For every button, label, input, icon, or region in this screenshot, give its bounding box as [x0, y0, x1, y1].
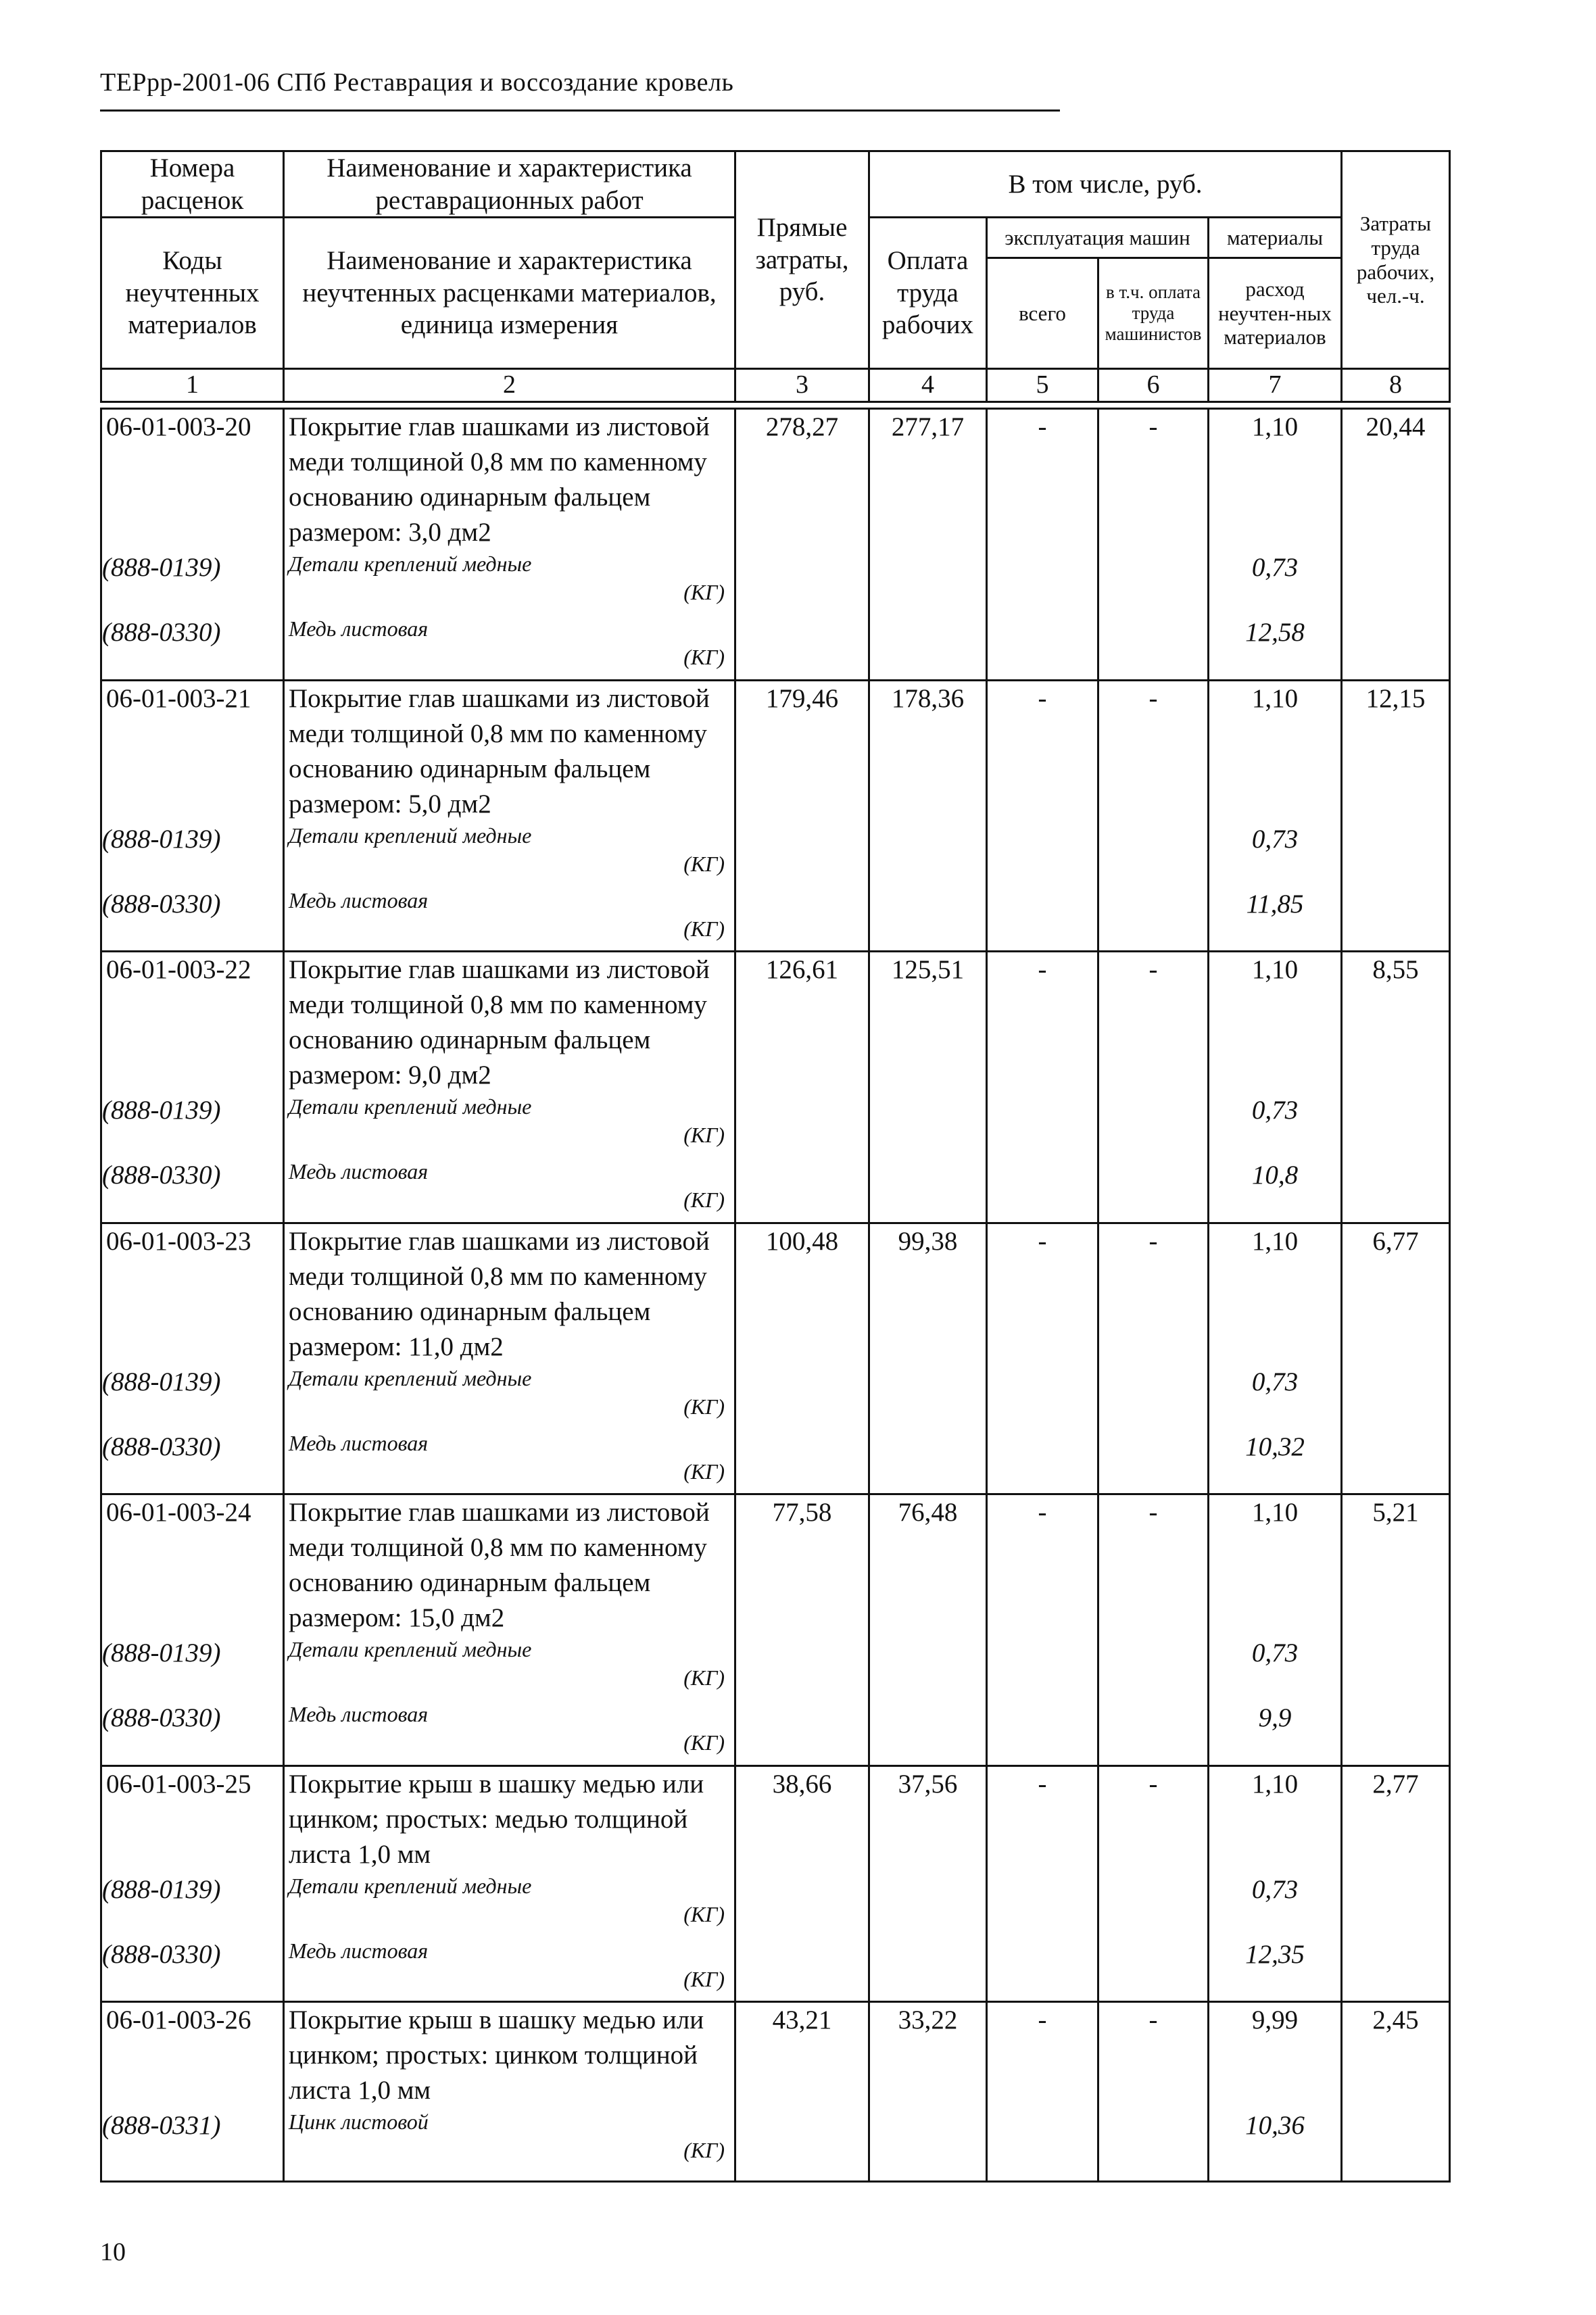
material-name: Детали креплений медные: [289, 552, 532, 576]
empty-cell: [1098, 1636, 1209, 1701]
column-number: 4: [869, 369, 987, 402]
column-number: 6: [1098, 369, 1209, 402]
header-labor-pay: Оплата труда рабочих: [869, 218, 987, 369]
material-row: [101, 550, 1450, 615]
empty-cell: [735, 550, 869, 615]
machines-total: -: [987, 409, 1098, 551]
material-consumption: 10,32: [1209, 1430, 1342, 1494]
machinists-pay: -: [1098, 2002, 1209, 2109]
material-code: (888-0139): [101, 1093, 284, 1158]
table-row: [101, 409, 1450, 551]
empty-cell: [1342, 887, 1450, 952]
machines-total: -: [987, 1494, 1098, 1636]
material-row: [101, 1158, 1450, 1223]
empty-cell: [1098, 1430, 1209, 1494]
header-material-names: Наименование и характеристика неучтенных расценками материалов, единица измерения: [284, 218, 735, 369]
column-header-table: [100, 150, 1451, 403]
material-row: [101, 1093, 1450, 1158]
material-name-cell: [284, 2108, 735, 2181]
empty-cell: [869, 615, 987, 680]
material-unit: (КГ): [683, 1665, 725, 1690]
material-unit: (КГ): [683, 1459, 725, 1484]
empty-cell: [869, 822, 987, 887]
materials-cost: 1,10: [1209, 1765, 1342, 1872]
materials-cost: 1,10: [1209, 952, 1342, 1094]
materials-cost: 1,10: [1209, 680, 1342, 822]
title-rule: [100, 109, 1060, 112]
header-labor-hours: Затраты труда рабочих, чел.-ч.: [1342, 151, 1450, 369]
material-consumption: 12,35: [1209, 1937, 1342, 2002]
material-name-cell: [284, 1937, 735, 2002]
material-code: (888-0330): [101, 615, 284, 680]
empty-cell: [987, 1701, 1098, 1765]
material-row: [101, 615, 1450, 680]
material-code: (888-0330): [101, 1701, 284, 1765]
column-number: 2: [284, 369, 735, 402]
empty-cell: [987, 1430, 1098, 1494]
material-unit: (КГ): [683, 851, 725, 876]
work-name: Покрытие глав шашками из листовой меди толщиной 0,8 мм по каменному основанию одинарным фальцем размером: 15,0 дм2: [284, 1494, 735, 1636]
material-unit: (КГ): [683, 916, 725, 941]
machinists-pay: -: [1098, 1494, 1209, 1636]
rates-table: [100, 408, 1451, 2183]
material-consumption: 12,58: [1209, 615, 1342, 680]
header-including: В том числе, руб.: [869, 151, 1342, 218]
header-direct-costs: Прямые затраты, руб.: [735, 151, 869, 369]
empty-cell: [869, 1937, 987, 2002]
empty-cell: [869, 1636, 987, 1701]
empty-cell: [987, 1365, 1098, 1430]
page-title: ТЕРрр-2001-06 СПб Реставрация и воссоздание кровель: [100, 68, 734, 97]
empty-cell: [735, 2108, 869, 2181]
empty-cell: [987, 550, 1098, 615]
labor-hours: 5,21: [1342, 1494, 1450, 1636]
material-consumption: 0,73: [1209, 550, 1342, 615]
empty-cell: [1098, 550, 1209, 615]
materials-cost: 9,99: [1209, 2002, 1342, 2109]
material-consumption: 10,36: [1209, 2108, 1342, 2181]
empty-cell: [1342, 2108, 1450, 2181]
empty-cell: [735, 1701, 869, 1765]
material-unit: (КГ): [683, 1730, 725, 1755]
materials-cost: 1,10: [1209, 409, 1342, 551]
column-number: 1: [101, 369, 284, 402]
empty-cell: [1342, 1872, 1450, 1937]
empty-cell: [987, 1093, 1098, 1158]
empty-cell: [869, 2108, 987, 2181]
empty-cell: [987, 1872, 1098, 1937]
empty-cell: [735, 1872, 869, 1937]
empty-cell: [869, 887, 987, 952]
empty-cell: [735, 887, 869, 952]
labor-hours: 2,45: [1342, 2002, 1450, 2109]
material-name-cell: [284, 887, 735, 952]
empty-cell: [869, 1701, 987, 1765]
empty-cell: [1342, 1093, 1450, 1158]
work-name: Покрытие крыш в шашку медью или цинком; простых: медью толщиной листа 1,0 мм: [284, 1765, 735, 1872]
material-unit: (КГ): [683, 2138, 725, 2162]
material-name: Детали креплений медные: [289, 1094, 532, 1119]
empty-cell: [987, 887, 1098, 952]
empty-cell: [1342, 1636, 1450, 1701]
rate-code: 06-01-003-25: [101, 1765, 284, 1872]
empty-cell: [987, 1636, 1098, 1701]
material-name-cell: [284, 550, 735, 615]
material-consumption: 11,85: [1209, 887, 1342, 952]
empty-cell: [1342, 615, 1450, 680]
rate-code: 06-01-003-26: [101, 2002, 284, 2109]
material-consumption: 10,8: [1209, 1158, 1342, 1223]
table-row: [101, 1494, 1450, 1636]
empty-cell: [1342, 1158, 1450, 1223]
machines-total: -: [987, 1223, 1098, 1365]
empty-cell: [1342, 1937, 1450, 2002]
material-name-cell: [284, 615, 735, 680]
empty-cell: [1342, 550, 1450, 615]
labor-hours: 6,77: [1342, 1223, 1450, 1365]
material-unit: (КГ): [683, 1966, 725, 1991]
empty-cell: [735, 1365, 869, 1430]
material-name-cell: [284, 1636, 735, 1701]
empty-cell: [1342, 1701, 1450, 1765]
labor-pay: 277,17: [869, 409, 987, 551]
material-unit: (КГ): [683, 1394, 725, 1419]
material-row: [101, 2108, 1450, 2181]
direct-costs: 278,27: [735, 409, 869, 551]
empty-cell: [1098, 1872, 1209, 1937]
material-name: Детали креплений медные: [289, 1637, 532, 1661]
empty-cell: [987, 1937, 1098, 2002]
header-machines: эксплуатация машин: [987, 218, 1209, 258]
rate-code: 06-01-003-20: [101, 409, 284, 551]
material-row: [101, 822, 1450, 887]
machines-total: -: [987, 952, 1098, 1094]
machines-total: -: [987, 680, 1098, 822]
material-name: Медь листовая: [289, 1938, 429, 1963]
material-name-cell: [284, 1158, 735, 1223]
material-name-cell: [284, 1430, 735, 1494]
header-material-codes: Коды неучтенных материалов: [101, 218, 284, 369]
empty-cell: [869, 550, 987, 615]
material-unit: (КГ): [683, 1901, 725, 1926]
materials-cost: 1,10: [1209, 1223, 1342, 1365]
empty-cell: [1342, 1430, 1450, 1494]
rate-code: 06-01-003-21: [101, 680, 284, 822]
material-consumption: 0,73: [1209, 1093, 1342, 1158]
material-row: [101, 1636, 1450, 1701]
material-code: (888-0330): [101, 1937, 284, 2002]
labor-hours: 20,44: [1342, 409, 1450, 551]
table-row: [101, 2002, 1450, 2109]
empty-cell: [1098, 887, 1209, 952]
empty-cell: [1098, 1937, 1209, 2002]
material-consumption: 0,73: [1209, 1636, 1342, 1701]
material-row: [101, 887, 1450, 952]
rate-code: 06-01-003-23: [101, 1223, 284, 1365]
material-row: [101, 1872, 1450, 1937]
empty-cell: [735, 1093, 869, 1158]
direct-costs: 179,46: [735, 680, 869, 822]
material-code: (888-0139): [101, 1872, 284, 1937]
empty-cell: [735, 1636, 869, 1701]
column-number: 7: [1209, 369, 1342, 402]
material-code: (888-0139): [101, 1636, 284, 1701]
column-number: 5: [987, 369, 1098, 402]
empty-cell: [869, 1430, 987, 1494]
material-name: Медь листовая: [289, 887, 429, 912]
material-name: Медь листовая: [289, 1159, 429, 1184]
material-code: (888-0139): [101, 550, 284, 615]
material-row: [101, 1365, 1450, 1430]
material-name-cell: [284, 1093, 735, 1158]
material-code: (888-0330): [101, 1430, 284, 1494]
material-unit: (КГ): [683, 1188, 725, 1212]
empty-cell: [987, 822, 1098, 887]
empty-cell: [869, 1365, 987, 1430]
header-materials: материалы: [1209, 218, 1342, 258]
empty-cell: [735, 1158, 869, 1223]
machinists-pay: -: [1098, 952, 1209, 1094]
machinists-pay: -: [1098, 1223, 1209, 1365]
labor-pay: 76,48: [869, 1494, 987, 1636]
work-name: Покрытие глав шашками из листовой меди толщиной 0,8 мм по каменному основанию одинарным фальцем размером: 11,0 дм2: [284, 1223, 735, 1365]
work-name: Покрытие глав шашками из листовой меди толщиной 0,8 мм по каменному основанию одинарным фальцем размером: 9,0 дм2: [284, 952, 735, 1094]
direct-costs: 77,58: [735, 1494, 869, 1636]
empty-cell: [1098, 1365, 1209, 1430]
material-name: Детали креплений медные: [289, 1873, 532, 1898]
material-code: (888-0139): [101, 822, 284, 887]
empty-cell: [987, 615, 1098, 680]
header-work-name: Наименование и характеристика реставрационных работ: [284, 151, 735, 218]
machines-total: -: [987, 1765, 1098, 1872]
material-name: Детали креплений медные: [289, 1365, 532, 1390]
empty-cell: [1098, 1701, 1209, 1765]
work-name: Покрытие крыш в шашку медью или цинком; простых: цинком толщиной листа 1,0 мм: [284, 2002, 735, 2109]
empty-cell: [869, 1158, 987, 1223]
empty-cell: [735, 822, 869, 887]
header-machines-total: всего: [987, 258, 1098, 369]
empty-cell: [1098, 2108, 1209, 2181]
machines-total: -: [987, 2002, 1098, 2109]
labor-hours: 2,77: [1342, 1765, 1450, 1872]
material-code: (888-0330): [101, 887, 284, 952]
material-consumption: 0,73: [1209, 1872, 1342, 1937]
rate-code: 06-01-003-24: [101, 1494, 284, 1636]
column-number: 3: [735, 369, 869, 402]
labor-pay: 125,51: [869, 952, 987, 1094]
empty-cell: [735, 1430, 869, 1494]
empty-cell: [1098, 1158, 1209, 1223]
material-row: [101, 1430, 1450, 1494]
material-name: Цинк листовой: [289, 2110, 429, 2134]
empty-cell: [735, 615, 869, 680]
material-name: Медь листовая: [289, 1430, 429, 1455]
material-consumption: 0,73: [1209, 822, 1342, 887]
rate-code: 06-01-003-22: [101, 952, 284, 1094]
labor-hours: 12,15: [1342, 680, 1450, 822]
work-name: Покрытие глав шашками из листовой меди толщиной 0,8 мм по каменному основанию одинарным фальцем размером: 3,0 дм2: [284, 409, 735, 551]
empty-cell: [735, 1937, 869, 2002]
header-machinists-pay: в т.ч. оплата труда машинистов: [1098, 258, 1209, 369]
material-name-cell: [284, 1365, 735, 1430]
empty-cell: [1342, 822, 1450, 887]
material-code: (888-0330): [101, 1158, 284, 1223]
table-row: [101, 952, 1450, 1094]
empty-cell: [1098, 615, 1209, 680]
material-name-cell: [284, 822, 735, 887]
material-name: Детали креплений медные: [289, 823, 532, 848]
table-row: [101, 1765, 1450, 1872]
machinists-pay: -: [1098, 409, 1209, 551]
material-consumption: 9,9: [1209, 1701, 1342, 1765]
material-consumption: 0,73: [1209, 1365, 1342, 1430]
material-unit: (КГ): [683, 645, 725, 669]
table-row: [101, 680, 1450, 822]
labor-pay: 178,36: [869, 680, 987, 822]
labor-pay: 37,56: [869, 1765, 987, 1872]
work-name: Покрытие глав шашками из листовой меди толщиной 0,8 мм по каменному основанию одинарным фальцем размером: 5,0 дм2: [284, 680, 735, 822]
labor-pay: 33,22: [869, 2002, 987, 2109]
direct-costs: 126,61: [735, 952, 869, 1094]
page-number: 10: [100, 2238, 126, 2266]
empty-cell: [869, 1093, 987, 1158]
labor-hours: 8,55: [1342, 952, 1450, 1094]
header-rate-numbers: Номера расценок: [101, 151, 284, 218]
materials-cost: 1,10: [1209, 1494, 1342, 1636]
empty-cell: [1098, 1093, 1209, 1158]
material-name-cell: [284, 1701, 735, 1765]
empty-cell: [869, 1872, 987, 1937]
table-row: [101, 1223, 1450, 1365]
material-name: Медь листовая: [289, 1702, 429, 1726]
machinists-pay: -: [1098, 680, 1209, 822]
column-number: 8: [1342, 369, 1450, 402]
empty-cell: [1098, 822, 1209, 887]
labor-pay: 99,38: [869, 1223, 987, 1365]
empty-cell: [1342, 1365, 1450, 1430]
material-name: Медь листовая: [289, 616, 429, 641]
material-unit: (КГ): [683, 1123, 725, 1147]
material-row: [101, 1701, 1450, 1765]
direct-costs: 100,48: [735, 1223, 869, 1365]
machinists-pay: -: [1098, 1765, 1209, 1872]
material-unit: (КГ): [683, 580, 725, 604]
direct-costs: 43,21: [735, 2002, 869, 2109]
direct-costs: 38,66: [735, 1765, 869, 1872]
material-code: (888-0331): [101, 2108, 284, 2181]
material-row: [101, 1937, 1450, 2002]
empty-cell: [987, 1158, 1098, 1223]
material-name-cell: [284, 1872, 735, 1937]
material-code: (888-0139): [101, 1365, 284, 1430]
empty-cell: [987, 2108, 1098, 2181]
header-unaccounted-materials: расход неучтен-ных материалов: [1209, 258, 1342, 369]
